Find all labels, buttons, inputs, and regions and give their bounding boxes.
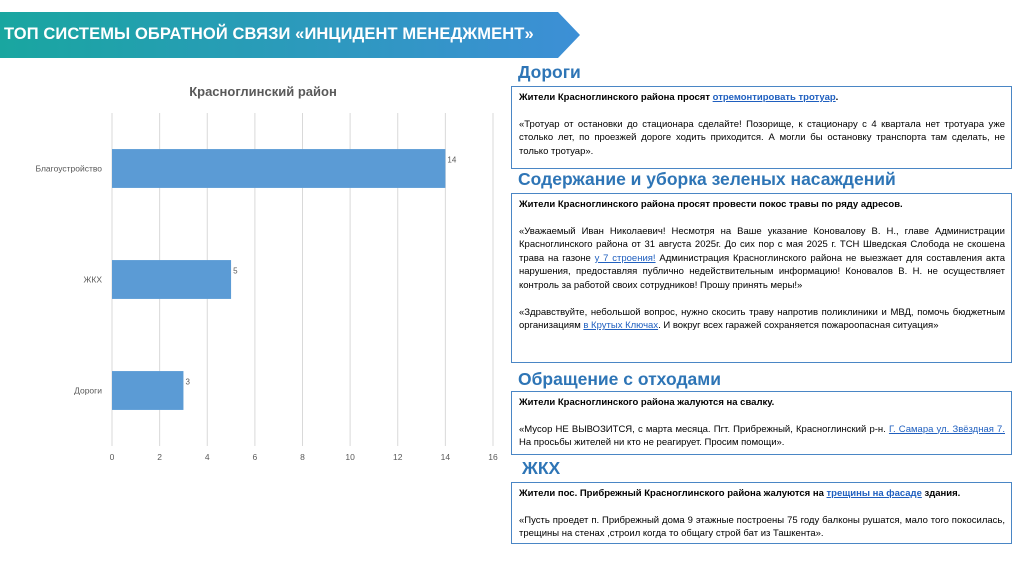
x-tick-label: 8 [300, 452, 305, 462]
greenery-link-2[interactable]: в Крутых Ключах [583, 320, 659, 332]
roads-lead-tail: . [835, 92, 839, 103]
roads-lead [519, 91, 1005, 105]
waste-lead: Жители Красноглинского района жалуются на свалку. [519, 397, 775, 408]
chart-category-labels [35, 164, 102, 396]
housing-link[interactable]: трещины на фасаде [826, 488, 922, 499]
greenery-quote-2-text: «Здравствуйте, небольшой вопрос, нужно скосить траву напротив поликлиники и МВД, помочь бюджетным организациям [519, 306, 1005, 332]
roads-link[interactable]: отремонтировать тротуар [712, 92, 836, 103]
x-tick-label: 12 [393, 452, 403, 462]
value-label: 14 [447, 155, 457, 165]
greenery-quote-1 [519, 225, 1005, 293]
category-label: ЖКХ [83, 274, 102, 285]
bar [112, 149, 445, 188]
page-title: ТОП СИСТЕМЫ ОБРАТНОЙ СВЯЗИ «ИНЦИДЕНТ МЕНЕДЖМЕНТ» [4, 25, 534, 43]
section-heading-roads: Дороги [518, 62, 581, 82]
header-banner [0, 12, 580, 58]
housing-lead [519, 487, 1005, 501]
bar-chart [0, 70, 500, 470]
x-tick-label: 14 [440, 452, 451, 462]
x-tick-label: 10 [345, 452, 355, 462]
roads-lead-text: Жители Красноглинского района просят [519, 92, 713, 103]
housing-box [511, 482, 1012, 544]
greenery-box [511, 193, 1012, 363]
waste-link[interactable]: Г. Самара ул. Звёздная 7. [888, 423, 1005, 435]
category-label: Дороги [74, 385, 102, 396]
waste-quote-tail: На просьбы жителей ни кто не реагирует. Просим помощи». [519, 437, 785, 449]
waste-quote [519, 423, 1005, 450]
value-label: 3 [185, 377, 190, 387]
category-label: Благоустройство [35, 163, 102, 174]
section-heading-housing: ЖКХ [522, 458, 561, 478]
greenery-quote-2-tail: . И вокруг всех гаражей сохраняется пожароопасная ситуация» [658, 320, 939, 332]
greenery-quote-1-text: «Уважаемый Иван Николаевич! Несмотря на Ваше указание Коновалову В. Н., главе Администрации Красноглинского района от 31 августа 2025г. До сих пор с мая 2025 г. ТСН Шведская Слобода не скошена трава на газоне [519, 225, 1005, 264]
section-heading-waste: Обращение с отходами [518, 369, 721, 389]
chart-bars [112, 149, 445, 410]
waste-box [511, 391, 1012, 455]
housing-lead-tail: здания. [921, 488, 961, 499]
bar-chart-svg [0, 70, 500, 470]
greenery-quote-1-tail: Администрация Красноглинского района не выезжает для составления акта нарушения, предоставляя публично недействительным информацию! Коновалов В. Н. не осуществляет контроль за работой своих сотрудников! Прошу принять меры!» [519, 252, 1005, 291]
housing-quote: «Пусть проедет п. Прибрежный дома 9 этажные построены 75 году балконы рушатся, мало того покосилась, трещины на стенах ,строил когда то общагу строй бат из Ташкента». [519, 514, 1005, 540]
x-tick-label: 4 [204, 452, 210, 462]
bar [112, 371, 183, 410]
housing-lead-text: Жители пос. Прибрежный Красноглинского района жалуются на [519, 488, 827, 499]
x-tick-label: 0 [109, 452, 115, 462]
greenery-quote-2 [519, 306, 1005, 333]
x-tick-label: 16 [488, 452, 498, 462]
roads-quote: «Тротуар от остановки до стационара сделайте! Позорище, к стационару с 4 квартала нет тротуара уже столько лет, по проезжей дороге ходить приходится. А могли бы остановку транспорта там сделать, не только тротуар». [519, 118, 1005, 157]
waste-quote-text: «Мусор НЕ ВЫВОЗИТСЯ, с марта месяца. Пгт. Прибрежный, Красноглинский р-н. [519, 423, 889, 435]
x-tick-label: 6 [252, 452, 258, 462]
section-heading-greenery: Содержание и уборка зеленых насаждений [518, 169, 896, 189]
x-tick-label: 2 [157, 452, 162, 462]
greenery-link-1[interactable]: у 7 строения! [594, 252, 656, 264]
chart-x-ticks [110, 452, 498, 462]
greenery-lead: Жители Красноглинского района просят провести покос травы по ряду адресов. [519, 199, 903, 210]
bar [112, 260, 231, 299]
value-label: 5 [233, 266, 238, 276]
chart-title: Красноглинский район [189, 84, 337, 99]
roads-box [511, 86, 1012, 169]
